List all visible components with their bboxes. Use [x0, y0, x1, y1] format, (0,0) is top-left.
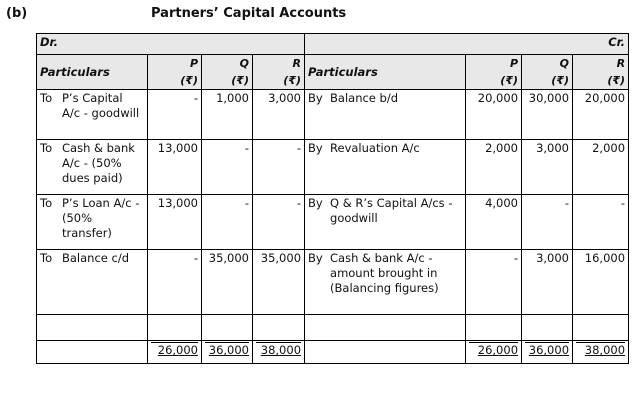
- right-header-p: P: [466, 55, 522, 73]
- left-value-q: 35,000: [202, 250, 253, 315]
- right-header-q: Q: [522, 55, 573, 73]
- left-particular: To P’s Capital A/c - goodwill: [37, 90, 148, 140]
- totals-label-cell: [305, 341, 466, 364]
- right-currency-r: (₹): [573, 72, 629, 90]
- right-currency-q: (₹): [522, 72, 573, 90]
- left-value-q: -: [202, 195, 253, 250]
- cr-label: Cr.: [305, 34, 629, 55]
- left-particular: To Balance c/d: [37, 250, 148, 315]
- right-value-p: -: [466, 250, 522, 315]
- right-particulars-header: Particulars: [305, 55, 466, 90]
- left-particular: To P’s Loan A/c - (50% transfer): [37, 195, 148, 250]
- right-value-r: 20,000: [573, 90, 629, 140]
- left-value-q: -: [202, 140, 253, 195]
- left-value-p: 13,000: [148, 195, 202, 250]
- column-header-row: [37, 55, 629, 73]
- capital-accounts-table: [36, 33, 629, 364]
- left-value-p: -: [148, 90, 202, 140]
- left-header-p: P: [148, 55, 202, 73]
- left-value-r: 3,000: [253, 90, 305, 140]
- right-value-q: 3,000: [522, 140, 573, 195]
- right-value-q: -: [522, 195, 573, 250]
- dr-cr-row: [37, 34, 629, 55]
- left-total-p: 26,000: [148, 341, 202, 364]
- left-value-q: 1,000: [202, 90, 253, 140]
- left-value-r: -: [253, 195, 305, 250]
- right-value-p: 4,000: [466, 195, 522, 250]
- left-value-r: -: [253, 140, 305, 195]
- right-value-r: -: [573, 195, 629, 250]
- left-value-p: 13,000: [148, 140, 202, 195]
- right-value-q: 3,000: [522, 250, 573, 315]
- page-title: Partners’ Capital Accounts: [151, 6, 347, 21]
- section-label: (b): [6, 6, 28, 21]
- right-total-q: 36,000: [522, 341, 573, 364]
- right-total-r: 38,000: [573, 341, 629, 364]
- right-value-p: 20,000: [466, 90, 522, 140]
- table-row: [37, 195, 629, 250]
- spacer-row: [37, 315, 629, 341]
- right-particular: By Q & R’s Capital A/cs - goodwill: [305, 195, 466, 250]
- right-value-p: 2,000: [466, 140, 522, 195]
- left-currency-q: (₹): [202, 72, 253, 90]
- left-particular: To Cash & bank A/c - (50% dues paid): [37, 140, 148, 195]
- right-header-r: R: [573, 55, 629, 73]
- right-value-q: 30,000: [522, 90, 573, 140]
- dr-label: Dr.: [37, 34, 305, 55]
- table-row: [37, 140, 629, 195]
- left-currency-r: (₹): [253, 72, 305, 90]
- left-value-r: 35,000: [253, 250, 305, 315]
- right-total-p: 26,000: [466, 341, 522, 364]
- right-particular: By Revaluation A/c: [305, 140, 466, 195]
- right-particular: By Cash & bank A/c - amount brought in (Balancing figures): [305, 250, 466, 315]
- left-total-q: 36,000: [202, 341, 253, 364]
- left-header-q: Q: [202, 55, 253, 73]
- left-total-r: 38,000: [253, 341, 305, 364]
- right-currency-p: (₹): [466, 72, 522, 90]
- right-value-r: 2,000: [573, 140, 629, 195]
- totals-label-cell: [37, 341, 148, 364]
- left-value-p: -: [148, 250, 202, 315]
- left-currency-p: (₹): [148, 72, 202, 90]
- right-particular: By Balance b/d: [305, 90, 466, 140]
- left-header-r: R: [253, 55, 305, 73]
- right-value-r: 16,000: [573, 250, 629, 315]
- table-row: [37, 250, 629, 315]
- table-row: [37, 90, 629, 140]
- totals-row: [37, 341, 629, 364]
- left-particulars-header: Particulars: [37, 55, 148, 90]
